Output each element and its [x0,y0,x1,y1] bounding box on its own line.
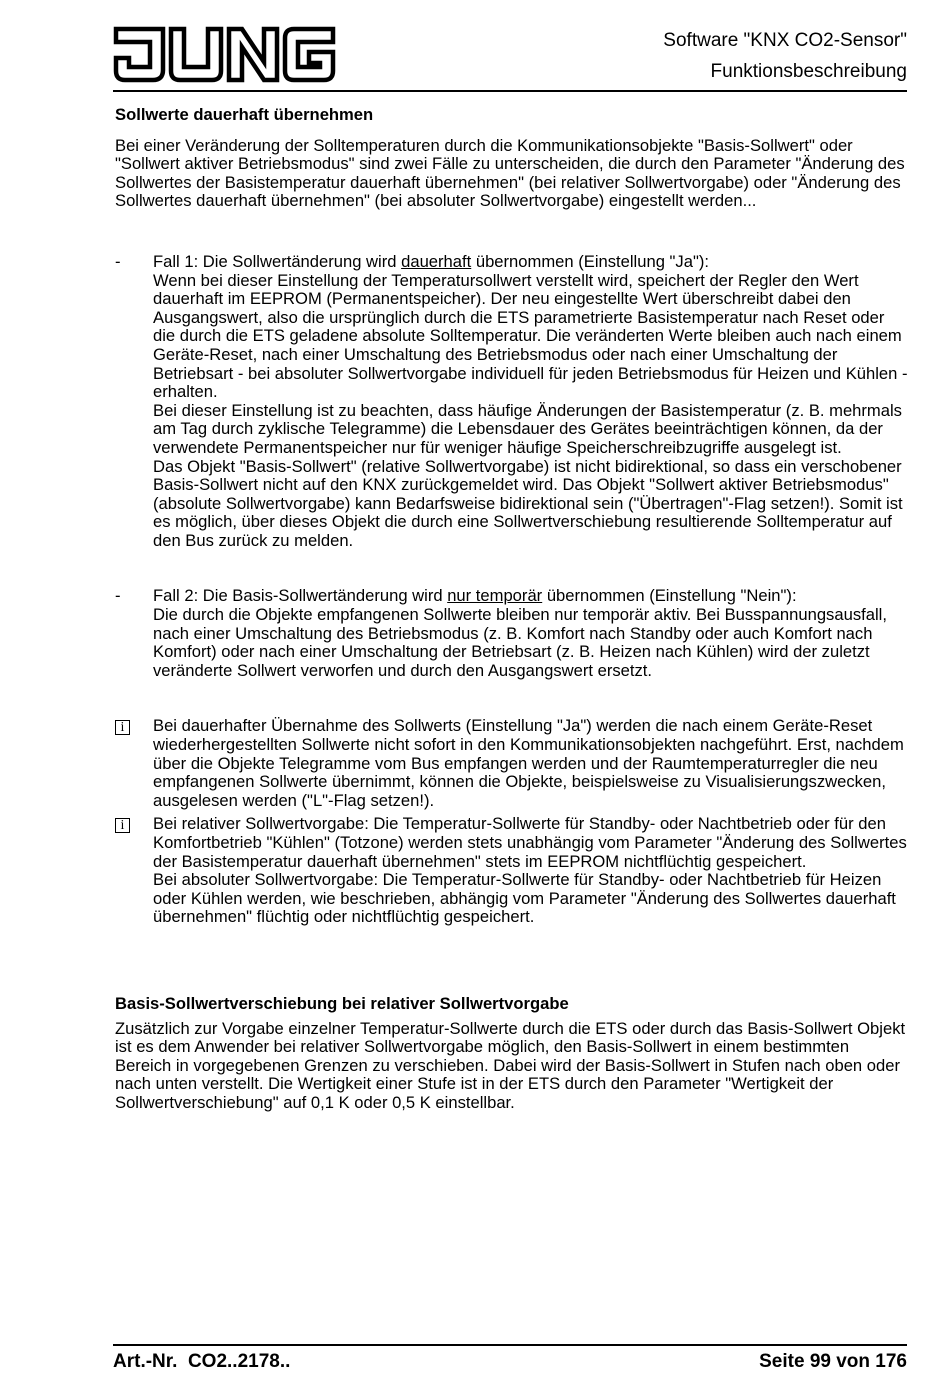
footer-rule [113,1344,907,1346]
case-1-lead-underlined: dauerhaft [401,251,472,271]
case-1-lead [153,253,908,272]
note-2-paragraph-2: Bei absoluter Sollwertvorgabe: Die Temperatur-Sollwerte für Standby- oder Nachtbetrieb für Heizen oder Kühlen werden, wie beschrieben, abhängig vom Parameter "Änderung des Sollwertes dauerhaft übernehmen" flüchtig oder nichtflüchtig gespeichert. [153,870,896,927]
case-2-item [115,587,908,680]
info-icon: i [115,818,130,833]
note-1-text: Bei dauerhafter Übernahme des Sollwerts (Einstellung "Ja") werden die nach einem Geräte-Reset wiederhergestellten Sollwerte nicht sofort in den Kommunikationsobjekten nachgeführt. Erst, nachdem über die Objekte Telegramme vom Bus empfangen werden und der Raumtemperaturregler die neu empfangenen Sollwerte übernimmt, können die Objekte, beispielsweise zu Visualisierungszwecken, ausgelesen werden ("L"-Flag setzen!). [153,716,904,810]
note-1-item [115,717,908,810]
footer-page-number: Seite 99 von 176 [759,1351,907,1372]
note-2-paragraph-1: Bei relativer Sollwertvorgabe: Die Temperatur-Sollwerte für Standby- oder Nachtbetrieb oder für den Komfortbetrieb "Kühlen" (Totzone) werden stets unabhängig vom Parameter "Änderung des Sollwertes der Basistemperatur dauerhaft übernehmen" stets im EEPROM nichtflüchtig gespeichert. [153,814,907,871]
document-body [115,106,908,1113]
case-2-lead-before: Fall 2: Die Basis-Sollwertänderung wird [153,586,448,606]
case-1-item [115,253,908,551]
footer-article-number: Art.-Nr. CO2..2178.. [113,1351,291,1372]
header-rule [113,90,907,92]
case-2-lead-underlined: nur temporär [447,586,543,606]
header-software-title: Software "KNX CO2-Sensor" [663,30,907,51]
bullet-dash: - [115,251,121,271]
case-1-paragraph-2: Bei dieser Einstellung ist zu beachten, dass häufige Änderungen der Basistemperatur (z. B. mehrmals am Tag durch zyklische Telegramme) die Lebensdauer des Gerätes beeinträchtigen können, da der verwendete Permanentspeicher nur für weniger häufige Speicherschreibzugriffe ausgelegt ist. [153,400,902,457]
section-heading-sollwerte: Sollwerte dauerhaft übernehmen [115,105,374,124]
note-2-item [115,815,908,927]
section-heading-basis-sollwertverschiebung: Basis-Sollwertverschiebung bei relativer Sollwertvorgabe [115,993,569,1013]
bullet-dash: - [115,586,121,606]
case-2-paragraph-1: Die durch die Objekte empfangenen Sollwerte bleiben nur temporär aktiv. Bei Busspannungsausfall, nach einer Umschaltung des Betriebsmodus (z. B. Komfort nach Standby oder auch Komfort nach Komfort) oder nach einer Umschaltung der Betriebsart (z. B. Heizen nach Kühlen) wird der zuletzt veränderte Sollwert verworfen und durch den Ausgangswert ersetzt. [153,605,887,680]
case-1-paragraph-1: Wenn bei dieser Einstellung der Temperatursollwert verstellt wird, speichert der Regler den Wert dauerhaft im EEPROM (Permanentspeicher). Der neu eingestellte Wert überschreibt dabei den Ausgangswert, also die ursprünglich durch die ETS parametrierte Basistemperatur nach Reset oder die durch die ETS geladene absolute Solltemperatur. Die veränderten Werte bleiben auch nach einem Geräte-Reset, nach einer Umschaltung des Betriebsmodus oder nach einer Umschaltung der Betriebsart - bei absoluter Sollwertvorgabe individuell für jeden Betriebsmodus für Heizen und Kühlen - erhalten. [153,270,908,402]
case-2-lead [153,587,908,606]
jung-logo [113,26,336,83]
case-1-lead-before: Fall 1: Die Sollwertänderung wird [153,251,402,271]
case-2-lead-after: übernommen (Einstellung "Nein"): [542,586,797,606]
info-icon: i [115,720,130,735]
header-subtitle: Funktionsbeschreibung [710,61,907,82]
case-1-paragraph-3: Das Objekt "Basis-Sollwert" (relative Sollwertvorgabe) ist nicht bidirektional, so dass ein verschobener Basis-Sollwert nicht auf den KNX zurückgemeldet wird. Das Objekt "Sollwert aktiver Betriebsmodus" (absolute Sollwertvorgabe) kann Bedarfsweise bidirektional sein ("Übertragen"-Flag setzen!). Somit ist es möglich, über dieses Objekt die durch eine Sollwertverschiebung resultierende Solltemperatur auf den Bus zurück zu melden. [153,456,903,550]
case-1-lead-after: übernommen (Einstellung "Ja"): [471,251,709,271]
intro-paragraph: Bei einer Veränderung der Solltemperaturen durch die Kommunikationsobjekte "Basis-Sollwert" oder "Sollwert aktiver Betriebsmodus" sind zwei Fälle zu unterscheiden, die durch den Parameter "Änderung des Sollwertes der Basistemperatur dauerhaft übernehmen" (bei relativer Sollwertvorgabe) oder "Änderung des Sollwertes dauerhaft übernehmen" (bei absoluter Sollwertvorgabe) eingestellt werden... [115,135,905,211]
section-2-paragraph: Zusätzlich zur Vorgabe einzelner Temperatur-Sollwerte durch die ETS oder durch das Basis-Sollwert Objekt ist es dem Anwender bei relativer Sollwertvorgabe möglich, den Basis-Sollwert in einem bestimmten Bereich in vorgegebenen Grenzen zu verschieben. Dabei wird der Basis-Sollwert in Stufen nach oben oder nach unten verstellt. Die Wertigkeit einer Stufe ist in der ETS durch den Parameter "Wertigkeit der Sollwertverschiebung" auf 0,1 K oder 0,5 K einstellbar. [115,1018,906,1112]
